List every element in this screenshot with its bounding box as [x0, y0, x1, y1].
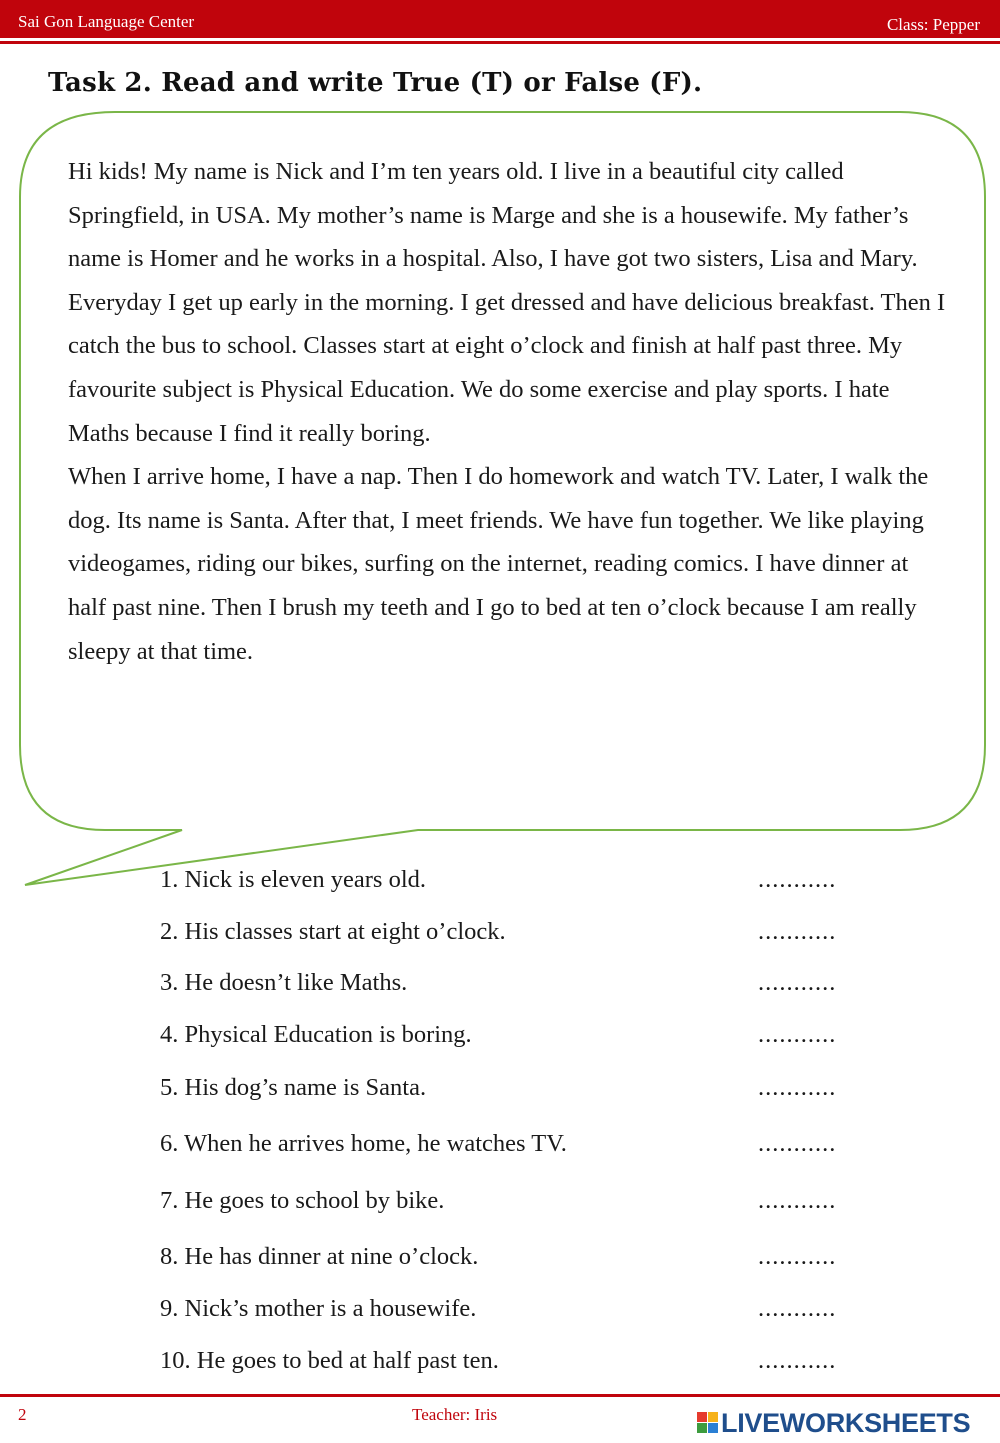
- question-row: [160, 1074, 860, 1114]
- answer-blank[interactable]: ...........: [758, 1074, 837, 1101]
- question-text: 2. His classes start at eight o’clock.: [160, 918, 506, 945]
- page-number: 2: [18, 1405, 27, 1424]
- question-row: [160, 1130, 860, 1170]
- question-text: 6. When he arrives home, he watches TV.: [160, 1130, 567, 1157]
- liveworksheets-logo[interactable]: [697, 1406, 970, 1440]
- question-row: [160, 1295, 860, 1335]
- question-row: [160, 1021, 860, 1061]
- question-row: [160, 1347, 860, 1387]
- passage-paragraph: Everyday I get up early in the morning. I get dressed and have delicious breakfast. Then I catch the bus to school. Classes start at eight o’clock and finish at half past three. My favourite subject is Physical Education. We do some exercise and play sports. I hate Maths because I find it really boring.: [68, 288, 946, 447]
- passage-paragraph: Hi kids! My name is Nick and I’m ten years old. I live in a beautiful city called Springfield, in USA. My mother’s name is Marge and she is a housewife. My father’s name is Homer and he works in a hospital. Also, I have got two sisters, Lisa and Mary.: [68, 158, 918, 273]
- task-title: Task 2. Read and write True (T) or False (F).: [48, 68, 703, 98]
- footer-divider: [0, 1394, 1000, 1397]
- liveworksheets-logo-icon: [697, 1412, 719, 1434]
- answer-blank[interactable]: ...........: [758, 1021, 837, 1048]
- question-text: 5. His dog’s name is Santa.: [160, 1074, 427, 1101]
- question-row: [160, 969, 860, 1009]
- question-text: 3. He doesn’t like Maths.: [160, 969, 408, 996]
- question-text: 10. He goes to bed at half past ten.: [160, 1347, 499, 1374]
- question-row: [160, 1243, 860, 1283]
- answer-blank[interactable]: ...........: [758, 1243, 837, 1270]
- teacher-name: Teacher: Iris: [412, 1405, 498, 1424]
- answer-blank[interactable]: ...........: [758, 866, 837, 893]
- question-row: [160, 866, 860, 906]
- answer-blank[interactable]: ...........: [758, 969, 837, 996]
- class-label: Class: Pepper: [886, 15, 980, 34]
- logo-text: LIVEWORKSHEETS: [721, 1407, 971, 1438]
- answer-blank[interactable]: ...........: [758, 918, 837, 945]
- answer-blank[interactable]: ...........: [758, 1130, 837, 1157]
- question-row: [160, 1187, 860, 1227]
- question-row: [160, 918, 860, 958]
- answer-blank[interactable]: ...........: [758, 1347, 837, 1374]
- question-text: 8. He has dinner at nine o’clock.: [160, 1243, 479, 1270]
- question-text: 4. Physical Education is boring.: [160, 1021, 472, 1048]
- passage-paragraph: When I arrive home, I have a nap. Then I do homework and watch TV. Later, I walk the dog. Its name is Santa. After that, I meet friends. We have fun together. We like playing videogames, riding our bikes, surfing on the internet, reading comics. I have dinner at half past nine. Then I brush my teeth and I go to bed at ten o’clock because I am really sleepy at that time.: [68, 463, 929, 665]
- question-text: 1. Nick is eleven years old.: [160, 866, 427, 893]
- question-text: 7. He goes to school by bike.: [160, 1187, 445, 1214]
- answer-blank[interactable]: ...........: [758, 1187, 837, 1214]
- answer-blank[interactable]: ...........: [758, 1295, 837, 1322]
- center-name: Sai Gon Language Center: [18, 12, 195, 31]
- reading-passage: [68, 150, 948, 673]
- question-text: 9. Nick’s mother is a housewife.: [160, 1295, 477, 1322]
